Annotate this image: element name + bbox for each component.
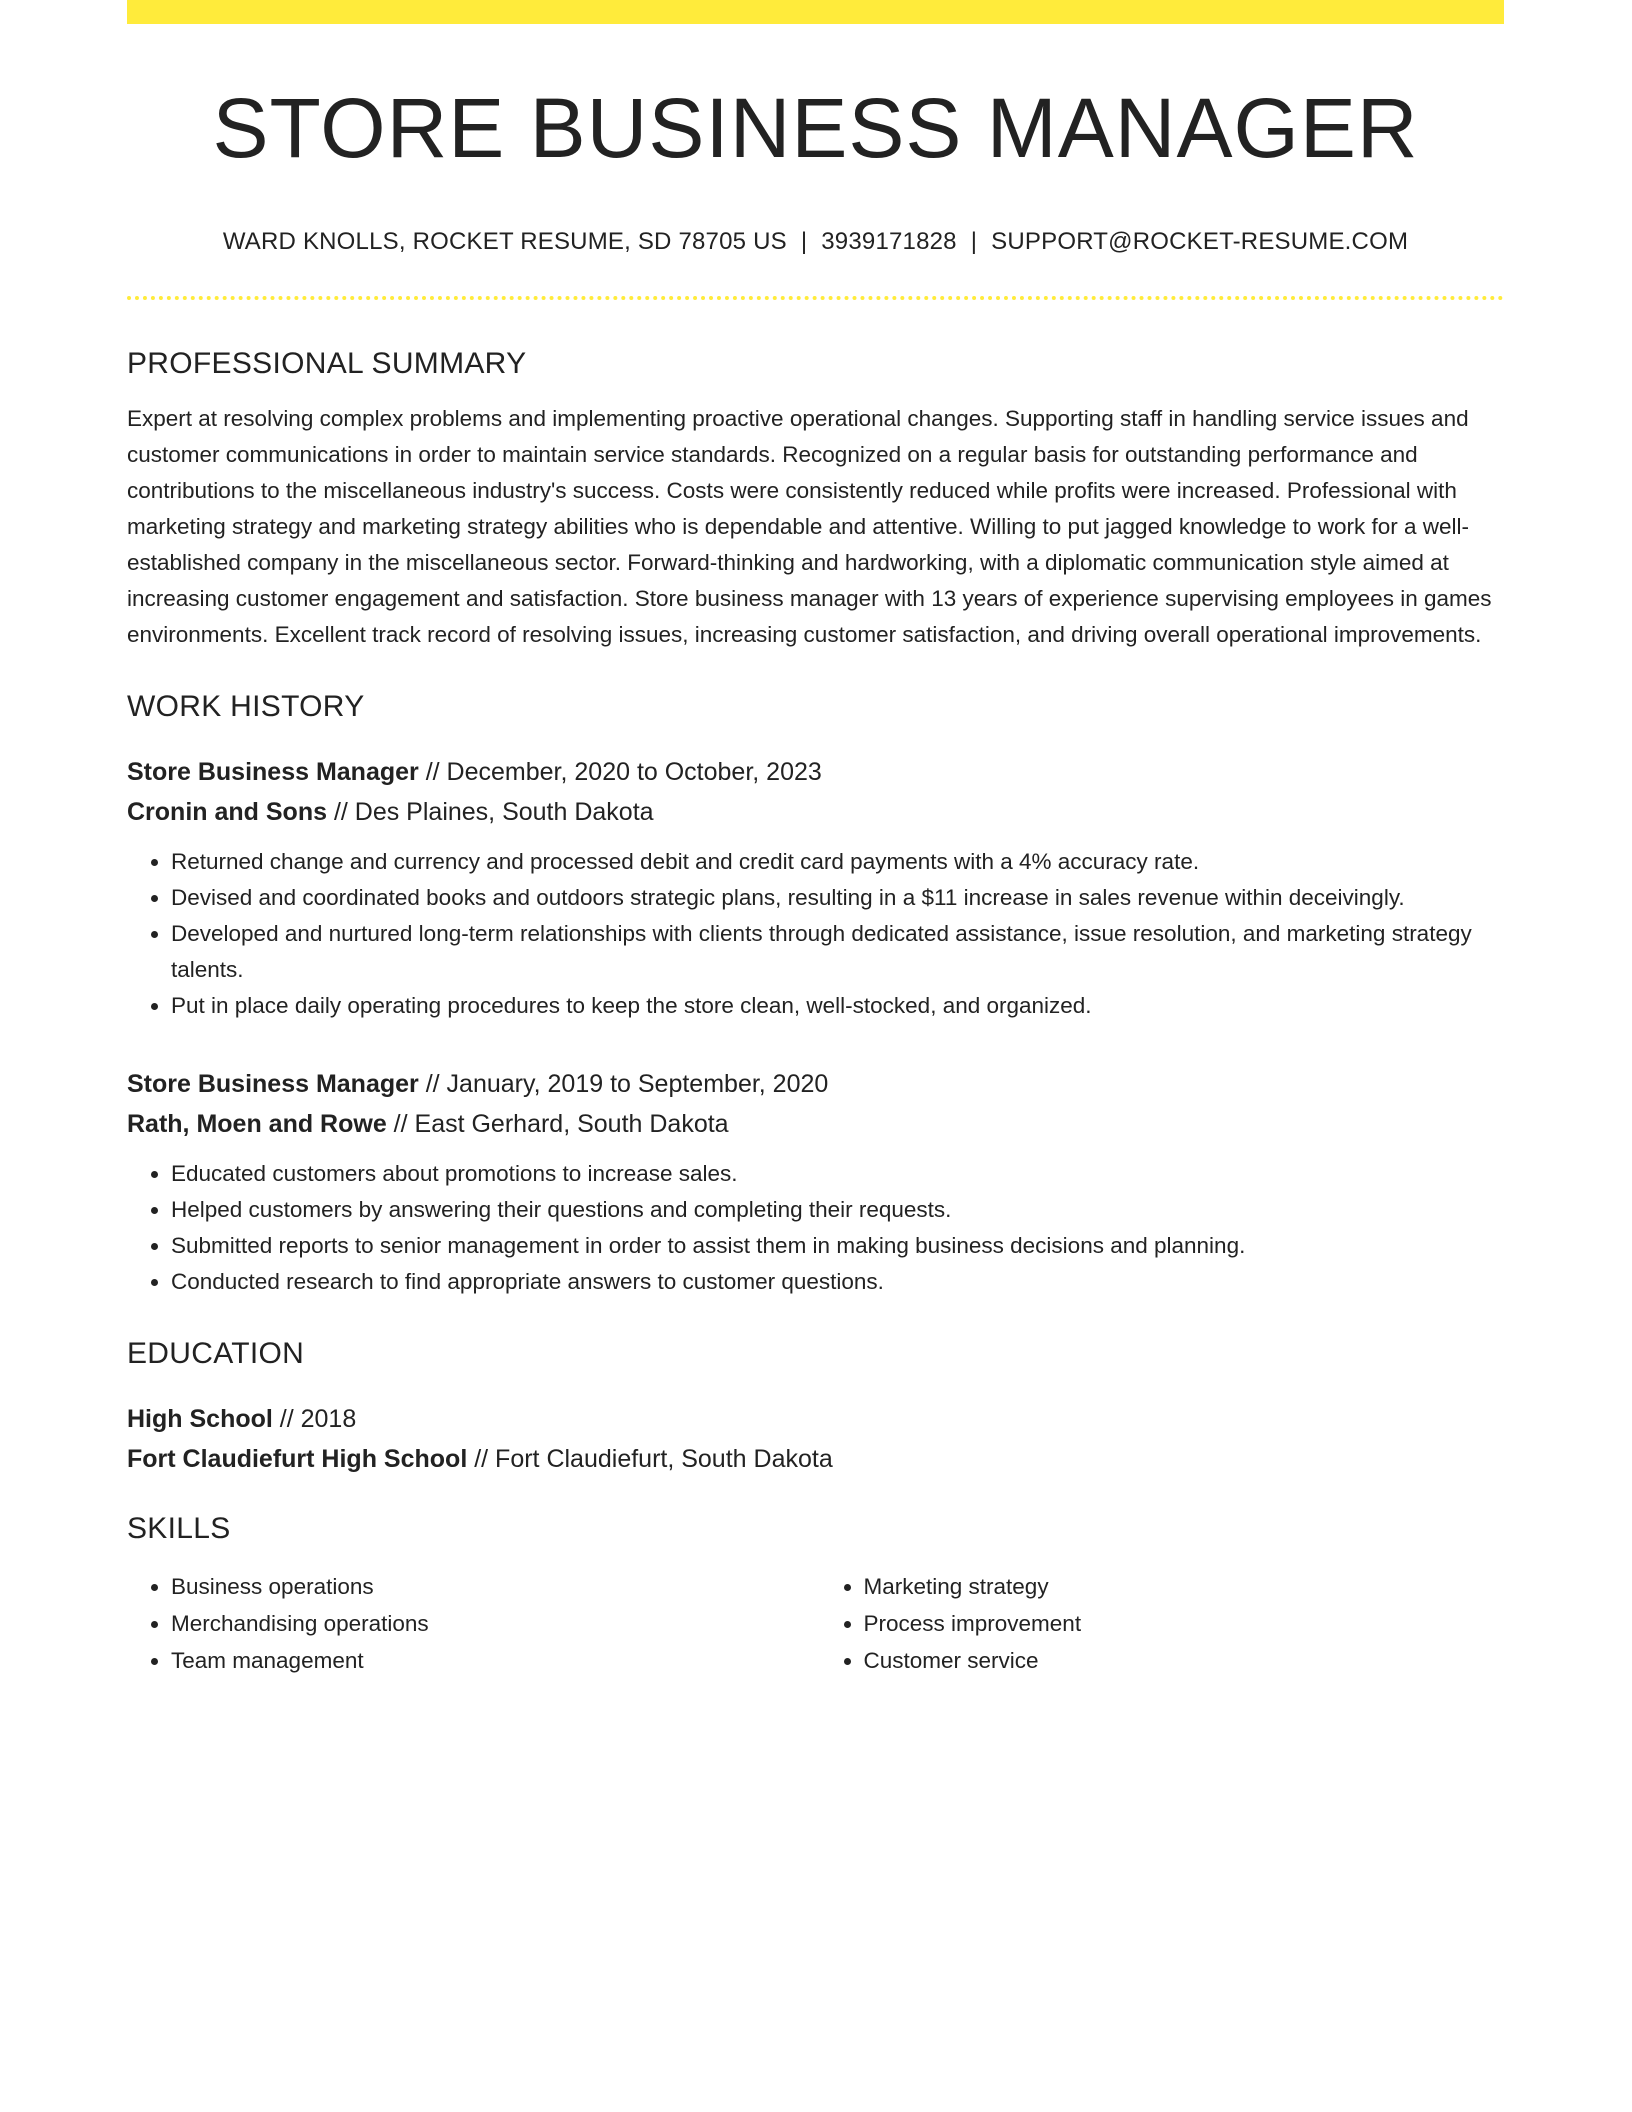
job-company: Rath, Moen and Rowe — [127, 1109, 387, 1138]
list-item: • Returned change and currency and processed debit and credit card payments with a 4% accuracy rate. — [171, 844, 1504, 880]
education-school: Fort Claudiefurt High School — [127, 1444, 468, 1473]
contact-phone: 3939171828 — [821, 228, 957, 256]
job-bullets — [127, 844, 1504, 1024]
education-degree: High School — [127, 1404, 273, 1433]
skill-item: • Process improvement — [864, 1605, 1505, 1642]
skill-item: • Business operations — [171, 1568, 816, 1605]
job-role: Store Business Manager — [127, 1069, 419, 1098]
list-item: • Conducted research to find appropriate answers to customer questions. — [171, 1264, 1504, 1300]
job-dates: // December, 2020 to October, 2023 — [418, 757, 822, 786]
skill-item: • Customer service — [864, 1642, 1505, 1679]
contact-address: WARD KNOLLS, ROCKET RESUME, SD 78705 US — [222, 228, 787, 256]
list-item: • Developed and nurtured long-term relationships with clients through dedicated assistance, issue resolution, and marketing strategy talents. — [171, 916, 1504, 988]
skill-item: • Marketing strategy — [864, 1568, 1505, 1605]
education-degree-line — [127, 1399, 1504, 1439]
list-item: • Educated customers about promotions to increase sales. — [171, 1156, 1504, 1192]
skill-item: • Merchandising operations — [171, 1605, 816, 1642]
contact-separator: | — [970, 228, 978, 256]
job-bullets — [127, 1156, 1504, 1300]
job-company: Cronin and Sons — [127, 797, 327, 826]
job-location: // East Gerhard, South Dakota — [386, 1109, 729, 1138]
resume-page — [127, 0, 1504, 1679]
job-company-line — [127, 792, 1504, 832]
education-location: // Fort Claudiefurt, South Dakota — [467, 1444, 833, 1473]
contact-line — [127, 226, 1504, 257]
education-heading: EDUCATION — [127, 1336, 305, 1370]
skill-item: • Team management — [171, 1642, 816, 1679]
work-history-heading: WORK HISTORY — [127, 689, 365, 723]
job-role: Store Business Manager — [127, 757, 419, 786]
skills-list — [127, 1568, 1504, 1679]
list-item: • Submitted reports to senior management in order to assist them in making business decisions and planning. — [171, 1228, 1504, 1264]
list-item: • Devised and coordinated books and outdoors strategic plans, resulting in a $11 increase in sales revenue within deceivingly. — [171, 880, 1504, 916]
job-entry — [127, 752, 1504, 1024]
candidate-title: STORE BUSINESS MANAGER — [212, 81, 1419, 175]
list-item: • Helped customers by answering their questions and completing their requests. — [171, 1192, 1504, 1228]
top-accent-bar — [127, 0, 1504, 24]
summary-text: Expert at resolving complex problems and implementing proactive operational changes. Supporting staff in handling service issues and customer communications in order to maintain service standards. Recognized on a regular basis for outstanding performance and contributions to the miscellaneous industry's success. Costs were consistently reduced while profits were increased. Professional with marketing strategy and marketing strategy abilities who is dependable and attentive. Willing to put jagged knowledge to work for a well-established company in the miscellaneous sector. Forward-thinking and hardworking, with a diplomatic communication style aimed at increasing customer engagement and satisfaction. Store business manager with 13 years of experience supervising employees in games environments. Excellent track record of resolving issues, increasing customer satisfaction, and driving overall operational improvements. — [127, 405, 1492, 647]
job-company-line — [127, 1104, 1504, 1144]
list-item: • Put in place daily operating procedures to keep the store clean, well-stocked, and organized. — [171, 988, 1504, 1024]
contact-email: SUPPORT@ROCKET-RESUME.COM — [991, 228, 1409, 256]
skills-column-1 — [127, 1568, 816, 1679]
education-year: // 2018 — [272, 1404, 357, 1433]
job-dates: // January, 2019 to September, 2020 — [418, 1069, 829, 1098]
skills-column-2 — [816, 1568, 1505, 1679]
education-entry — [127, 1399, 1504, 1479]
job-location: // Des Plaines, South Dakota — [327, 797, 654, 826]
education-school-line — [127, 1439, 1504, 1479]
contact-separator: | — [800, 228, 808, 256]
job-role-line — [127, 752, 1504, 792]
header-divider — [127, 296, 1504, 300]
job-entry — [127, 1064, 1504, 1300]
summary-heading: PROFESSIONAL SUMMARY — [127, 346, 527, 380]
job-role-line — [127, 1064, 1504, 1104]
skills-heading: SKILLS — [127, 1511, 231, 1545]
